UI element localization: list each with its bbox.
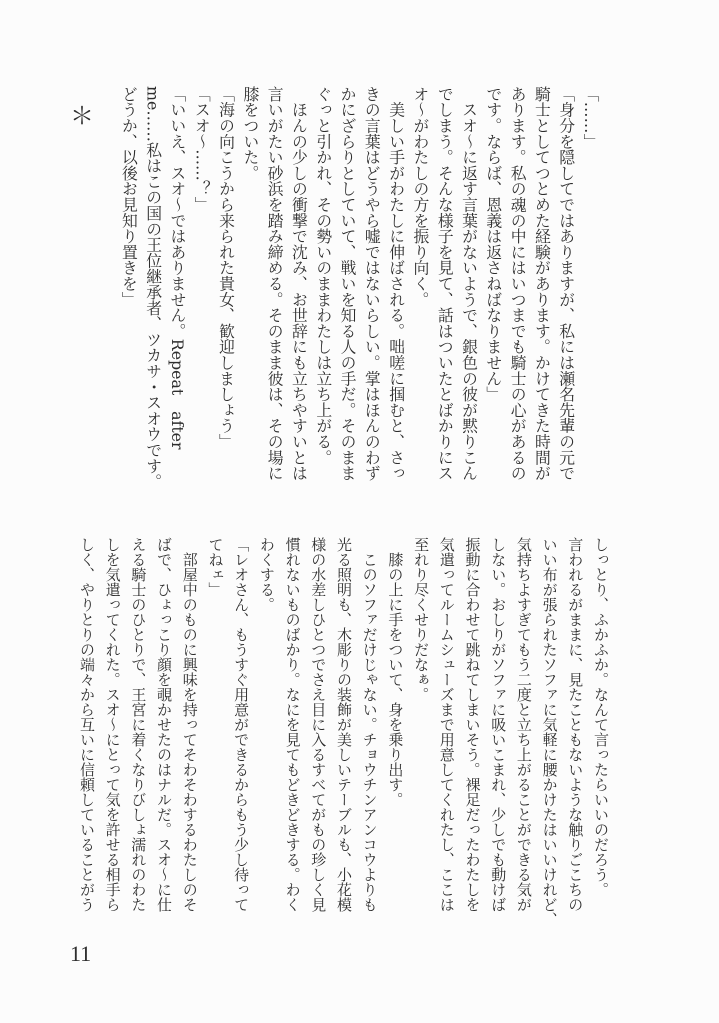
text-column: 「いいえ、スオ〜ではありません。Repeat after xyxy=(167,86,187,450)
text-column: 慣れないものばかり。なにを見てもどきどきする。わく xyxy=(283,537,302,912)
text-column: 気遣ってルームシューズまで用意してくれたし、ここは xyxy=(437,537,456,912)
text-column: しない。おしりがソファに吸いこまれ、少しでも動けば xyxy=(489,537,508,912)
section-break-mark: ＊ xyxy=(70,102,94,130)
text-column: える騎士のひとりで、王宮に着くなりびしょ濡れのわた xyxy=(129,537,148,912)
text-column: 気持ちよすぎてもう二度と立ち上がることができる気が xyxy=(514,537,533,912)
text-column: 「レオさん、もうすぐ用意ができるからもう少し待って xyxy=(232,537,251,912)
text-column: スオ〜に返す言葉がないようで、銀色の彼が黙りこん xyxy=(459,86,479,481)
text-column: あります。私の魂の中にはいつまでも騎士の心があるの xyxy=(508,86,528,481)
text-column: しく、やりとりの端々から互いに信頼していることがう xyxy=(77,537,96,912)
text-column: いい布が張られたソファに気軽に腰かけたはいいけれど、 xyxy=(540,537,559,927)
text-column: 膝の上に手をついて、身を乗り出す。 xyxy=(386,537,405,807)
text-column: 美しい手がわたしに伸ばされる。咄嗟に掴むと、さっ xyxy=(386,86,406,481)
text-column: 光る照明も、木彫りの装飾が美しいテーブルも、小花模 xyxy=(334,537,353,912)
text-column: ぐっと引かれ、その勢いのままわたしは立ち上がる。 xyxy=(313,86,333,466)
text-column: わくする。 xyxy=(257,537,276,612)
text-column: 「……」 xyxy=(581,86,600,150)
text-column: 至れり尽くせりだなぁ。 xyxy=(412,537,431,702)
text-column: ばで、ひょっこり顔を覗かせたのはナルだ。スオ〜に仕 xyxy=(155,537,174,912)
text-column: 騎士としてつとめた経験があります。かけてきた時間が xyxy=(532,86,552,481)
text-column: 「スオ〜……？」 xyxy=(192,86,212,213)
text-column: しっとり、ふかふか。なんて言ったらいいのだろう。 xyxy=(592,537,610,897)
lower-text-block xyxy=(73,537,613,932)
text-column: 「海の向こうから来られた貴女、歓迎しましょう」 xyxy=(216,86,236,450)
text-column: でしまう。そんな様子を見て、話はついたとばかりにス xyxy=(435,86,455,481)
text-column: 振動に合わせて跳ねてしまいそう。裸足だったわたしを xyxy=(463,537,482,912)
text-column: 部屋中のものに興味を持ってそわそわするわたしのそ xyxy=(180,537,199,912)
text-column: 言われるがままに、見たこともないような触りごこちの xyxy=(566,537,585,912)
text-column: 「身分を隠してではありますが、私には瀬名先輩の元で xyxy=(556,86,576,481)
text-column: てねェ」 xyxy=(206,537,225,597)
text-column: です。ならば、恩義は返さねばなりません」 xyxy=(483,86,503,402)
text-column: ほんの少しの衝撃で沈み、お世辞にも立ちやすいとは xyxy=(289,86,309,481)
upper-text-block xyxy=(116,86,602,491)
text-column: 言いがたい砂浜を踏み締める。そのまま彼は、その場に xyxy=(265,86,285,481)
text-column: どうか、以後お見知り置きを」 xyxy=(119,86,139,308)
text-column: 膝をついた。 xyxy=(240,86,260,181)
text-column: オ〜がわたしの方を振り向く。 xyxy=(410,86,430,308)
text-column: 様の水差しひとつでさえ目に入るすべてがもの珍しく見 xyxy=(309,537,328,912)
text-column: しを気遣ってくれた。スオ〜にとって気を許せる相手ら xyxy=(103,537,122,912)
page-number: 11 xyxy=(70,941,92,966)
text-column: このソファだけじゃない。チョウチンアンコウよりも xyxy=(360,537,379,912)
text-column: me……私はこの国の王位継承者、ツカサ・スオウです。 xyxy=(143,86,163,490)
text-column: きの言葉はどうやら嘘ではないらしい。掌はほんのわず xyxy=(362,86,382,481)
text-column: かにざらりとしていて、戦いを知る人の手だ。そのまま xyxy=(338,86,358,481)
